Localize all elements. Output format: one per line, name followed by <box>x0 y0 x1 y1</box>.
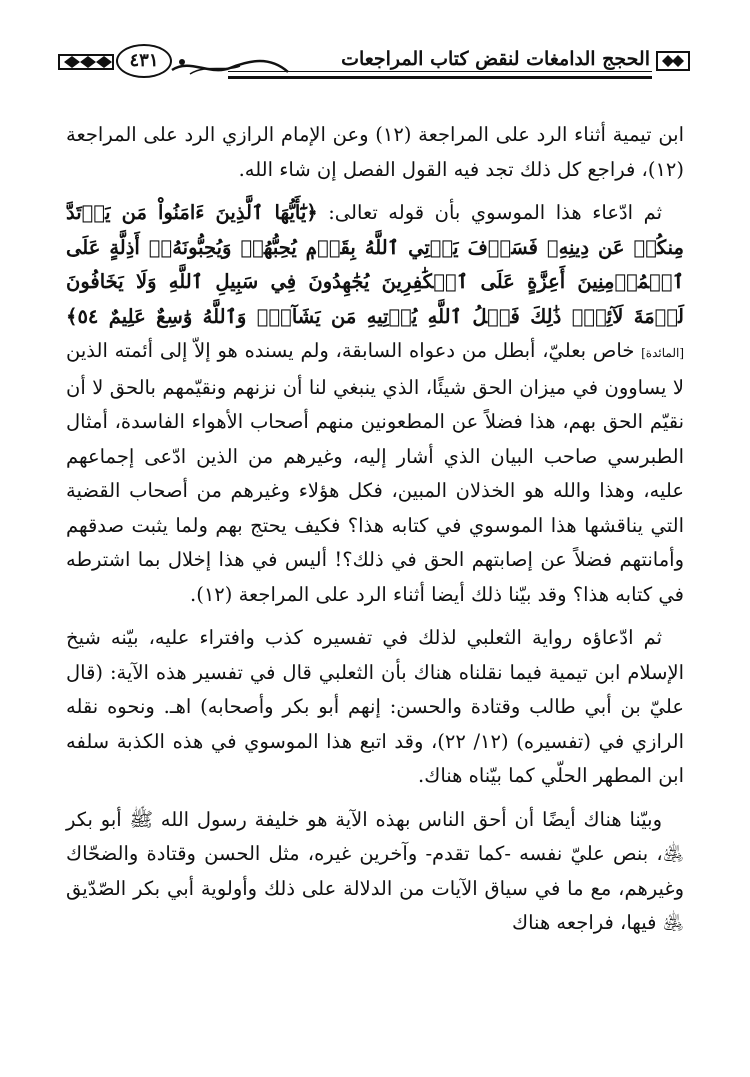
paragraph: وبيّنا هناك أيضًا أن أحق الناس بهذه الآية هو خليفة رسول الله ﷺ أبو بكر ﵁، بنص عليّ نفسه -كما تقدم- وآخرين غيره، مثل الحسن وقتادة والضحّاك وغيرهم، مع ما في سياق الآيات من الدلالة على ذلك وأولوية أبي بكر الصّدّيق ﵁ فيها، فراجعه هناك <box>66 807 684 934</box>
running-header <box>58 40 690 80</box>
paragraph-continuation: خاص بعليّ، أبطل من دعواه السابقة، ولم يسنده هو إلاّ إلى أئمته الذين لا يساوون في ميزان الحق شيئًا، الذي ينبغي لنا أن نزنهم ونقيّمهم بالحق لا أن نقيّم الحق بهم، هذا فضلاً عن المطعونين منهم أصحاب الأهواء الفاسدة، أمثال الطبرسي صاحب البيان الذي أشار إليه، وغيرهم من الذين ادّعى إجماعهم عليه، وهذا والله هو الخذلان المبين، فكل هؤلاء وغيرهم من أصحاب القضية التي يناقشها هذا الموسوي في كتابه هذا؟ فكيف يحتج بهم ولما يثبت صدقهم وأمانتهم فضلاً عن إصابتهم الحق في ذلك؟! أليس في هذا إخلال بما اشترطه في كتابه هذا؟ وقد بيّنا ذلك أيضا أثناء الرد على المراجعة (١٢). <box>66 339 684 606</box>
running-title: الحجج الدامغات لنقض كتاب المراجعات <box>341 48 650 70</box>
header-rule <box>228 76 652 79</box>
body-text <box>66 118 684 941</box>
paragraph: ابن تيمية أثناء الرد على المراجعة (١٢) وعن الإمام الرازي الرد على المراجعة (١٢)، فراجع كل ذلك تجد فيه القول الفصل إن شاء الله. <box>66 123 685 181</box>
paragraph: ثم ادّعاؤه رواية الثعلبي لذلك في تفسيره كذب وافتراء عليه، بيّنه شيخ الإسلام ابن تيمية فيما نقلناه هناك بأن الثعلبي قال في تفسير هذه الآية: (قال عليّ بن أبي طالب وقتادة والحسن: إنهم أبو بكر وأصحابه) اهـ. ونحوه نقله الرازي في (تفسيره) (١٢/ ٢٢)، وقد اتبع هذا الموسوي في هذه الكذبة سلفه ابن المطهر الحلّي كما بيّناه هناك. <box>66 626 684 787</box>
quran-verse: ﴿يَٰٓأَيُّهَا ٱلَّذِينَ ءَامَنُواْ مَن يَرۡتَدَّ مِنكُمۡ عَن دِينِهِۦ فَسَوۡفَ يَأۡتِي ٱللَّهُ بِقَوۡمٖ يُحِبُّهُمۡ وَيُحِبُّونَهُۥٓ أَذِلَّةٍ عَلَى ٱلۡمُؤۡمِنِينَ أَعِزَّةٍ عَلَى ٱلۡكَٰفِرِينَ يُجَٰهِدُونَ فِي سَبِيلِ ٱللَّهِ وَلَا يَخَافُونَ لَوۡمَةَ لَآئِمٖۚ ذَٰلِكَ فَضۡلُ ٱللَّهِ يُؤۡتِيهِ مَن يَشَآءُۚ وَٱللَّهُ وَٰسِعٌ عَلِيمٌ ٥٤﴾ <box>66 201 684 328</box>
surah-reference: [المائدة] <box>641 346 684 360</box>
page-number: ٤٣١ <box>116 44 172 78</box>
header-ornament-right-icon <box>656 50 690 72</box>
header-flourish-icon <box>170 50 290 76</box>
paragraph <box>66 196 684 612</box>
header-rule-thin <box>228 71 652 72</box>
header-ornament-left-icon <box>58 52 114 72</box>
paragraph-intro: ثم ادّعاء هذا الموسوي بأن قوله تعالى: <box>317 201 663 224</box>
